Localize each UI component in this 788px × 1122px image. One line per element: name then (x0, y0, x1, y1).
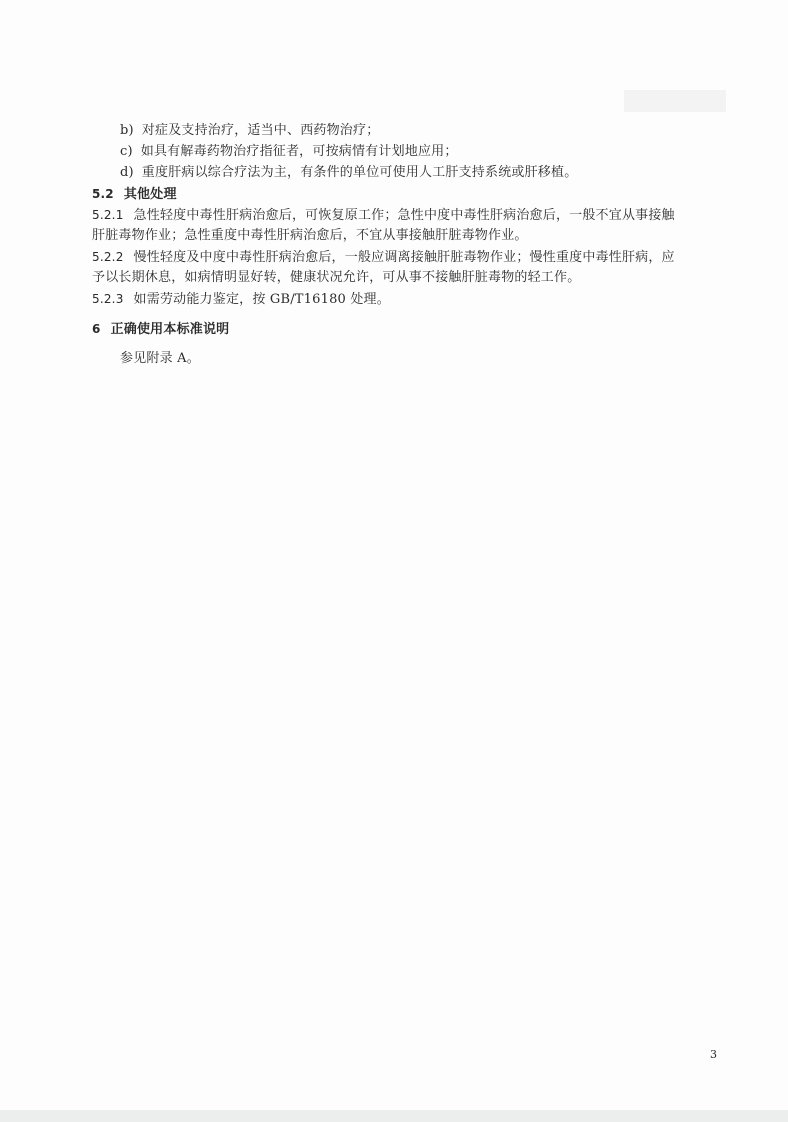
clause-5-2-2-line1 (92, 249, 675, 266)
section-number: 6 (92, 322, 101, 336)
clause-text: 慢性轻度及中度中毒性肝病治愈后，一般应调离接触肝脏毒物作业；慢性重度中毒性肝病，应 (133, 250, 675, 265)
clause-text: 予以长期休息，如病情明显好转，健康状况允许，可从事不接触肝脏毒物的轻工作。 (92, 270, 581, 285)
list-item-text: 重度肝病以综合疗法为主，有条件的单位可使用人工肝支持系统或肝移植。 (141, 165, 578, 180)
clause-text: 急性轻度中毒性肝病治愈后，可恢复原工作；急性中度中毒性肝病治愈后，一般不宜从事接触 (133, 208, 675, 223)
list-item (120, 144, 458, 160)
section-title: 正确使用本标准说明 (110, 322, 230, 337)
list-item (120, 165, 577, 181)
list-item (120, 123, 379, 139)
section-heading-5-2 (92, 186, 177, 203)
list-item-text: 对症及支持治疗，适当中、西药物治疗； (141, 123, 380, 138)
clause-number: 5.2.2 (92, 250, 124, 264)
scan-stamp-area (624, 90, 726, 112)
clause-5-2-3 (92, 291, 390, 308)
clause-number: 5.2.3 (92, 292, 124, 306)
list-item-text: 如具有解毒药物治疗指征者，可按病情有计划地应用； (140, 144, 458, 159)
clause-text: 肝脏毒物作业；急性重度中毒性肝病治愈后，不宜从事接触肝脏毒物作业。 (92, 228, 528, 243)
page-number: 3 (710, 1048, 717, 1061)
clause-text: 如需劳动能力鉴定，按 GB/T16180 处理。 (133, 292, 390, 307)
list-item-marker: c) (120, 144, 133, 159)
section-number: 5.2 (92, 187, 114, 201)
clause-5-2-1-line1 (92, 207, 675, 224)
scan-bottom-edge (0, 1110, 788, 1122)
clause-5-2-2-line2 (92, 270, 580, 286)
section-6-body: 参见附录 A。 (120, 351, 200, 366)
clause-5-2-1-line2 (92, 228, 528, 244)
section-heading-6 (92, 321, 229, 338)
list-item-marker: d) (120, 165, 134, 180)
list-item-marker: b) (120, 123, 134, 138)
clause-number: 5.2.1 (92, 208, 124, 222)
section-title: 其他处理 (123, 187, 177, 202)
